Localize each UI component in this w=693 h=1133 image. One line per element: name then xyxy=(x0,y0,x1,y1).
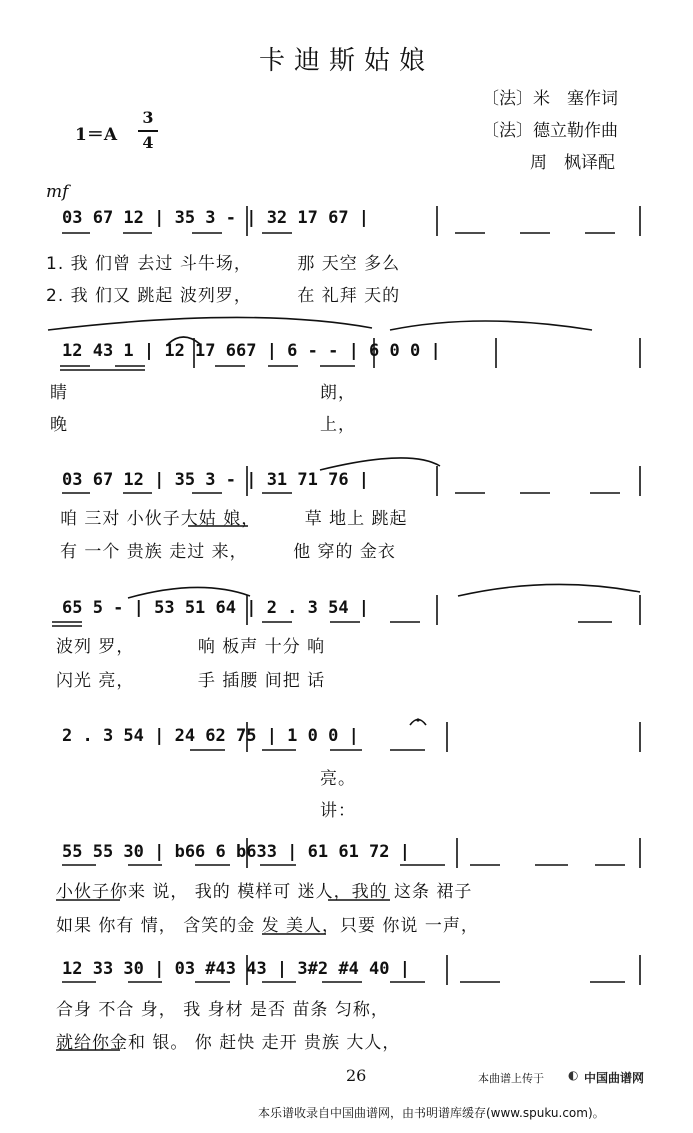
lyric-verse1-row-2: 睛 朗， xyxy=(50,383,356,403)
site-logo-icon: ◐ xyxy=(568,1068,579,1082)
translator-credit: 周 枫译配 xyxy=(530,153,615,173)
notation-row-5: 2 . 3 54 | 24 62 75 | 1 0 0 | xyxy=(62,726,359,746)
lyric-verse2-row-4: 闪光 亮， 手 插腰 间把 话 xyxy=(56,671,326,691)
lyric-verse1-row-6: 小伙子你来 说， 我的 模样可 迷人，我的 这条 裙子 xyxy=(56,882,473,902)
song-title: 卡迪斯姑娘 xyxy=(258,46,434,76)
lyric-verse2-row-1: 2. 我 们又 跳起 波列罗， 在 礼拜 天的 xyxy=(46,286,401,306)
notation-row-3: 03 67 12 | 35 3 - | 31 71 76 | xyxy=(62,470,370,490)
time-signature-top: 3 xyxy=(142,108,154,127)
page-number: 26 xyxy=(346,1066,367,1085)
lyric-verse1-row-5: 亮。 xyxy=(50,769,356,789)
lyric-verse1-row-4: 波列 罗， 响 板声 十分 响 xyxy=(56,637,326,657)
lyric-verse2-row-6: 如果 你有 情， 含笑的金 发 美人，只要 你说 一声， xyxy=(56,916,479,936)
lyric-verse2-row-3: 有 一个 贵族 走过 来， 他 穿的 金衣 xyxy=(60,542,396,562)
notation-row-2: 12 43 1 | 12 17 667 | 6 - - | 6 0 0 | xyxy=(62,341,441,361)
time-signature-bottom: 4 xyxy=(142,133,154,152)
composer-credit: 〔法〕德立勒作曲 xyxy=(482,121,618,141)
upload-note: 本曲谱上传于 xyxy=(478,1072,544,1085)
notation-row-7: 12 33 30 | 03 #43 43 | 3#2 #4 40 | xyxy=(62,959,410,979)
lyric-verse1-row-1: 1. 我 们曾 去过 斗牛场， 那 天空 多么 xyxy=(46,254,401,274)
site-logo-text: 中国曲谱网 xyxy=(584,1071,645,1085)
notation-row-6: 55 55 30 | b66 6 b633 | 61 61 72 | xyxy=(62,842,410,862)
lyric-verse1-row-7: 合身 不合 身， 我 身材 是否 苗条 匀称， xyxy=(56,1000,389,1020)
lyric-verse2-row-2: 晚 上， xyxy=(50,415,356,435)
notation-row-1: 03 67 12 | 35 3 - | 32 17 67 | xyxy=(62,208,370,228)
notation-row-4: 65 5 - | 53 51 64 | 2 . 3 54 | xyxy=(62,598,370,618)
key-signature: 1＝A xyxy=(75,125,118,145)
lyric-verse2-row-5: 讲： xyxy=(50,801,356,821)
lyricist-credit: 〔法〕米 塞作词 xyxy=(482,89,618,109)
dynamic-marking: mf xyxy=(46,182,69,202)
source-line: 本乐谱收录自中国曲谱网，由书明谱库缓存(www.spuku.com)。 xyxy=(258,1106,605,1120)
lyric-verse1-row-3: 咱 三对 小伙子大姑 娘， 草 地上 跳起 xyxy=(60,509,408,529)
lyric-verse2-row-7: 就给你金和 银。 你 赶快 走开 贵族 大人， xyxy=(56,1033,401,1053)
